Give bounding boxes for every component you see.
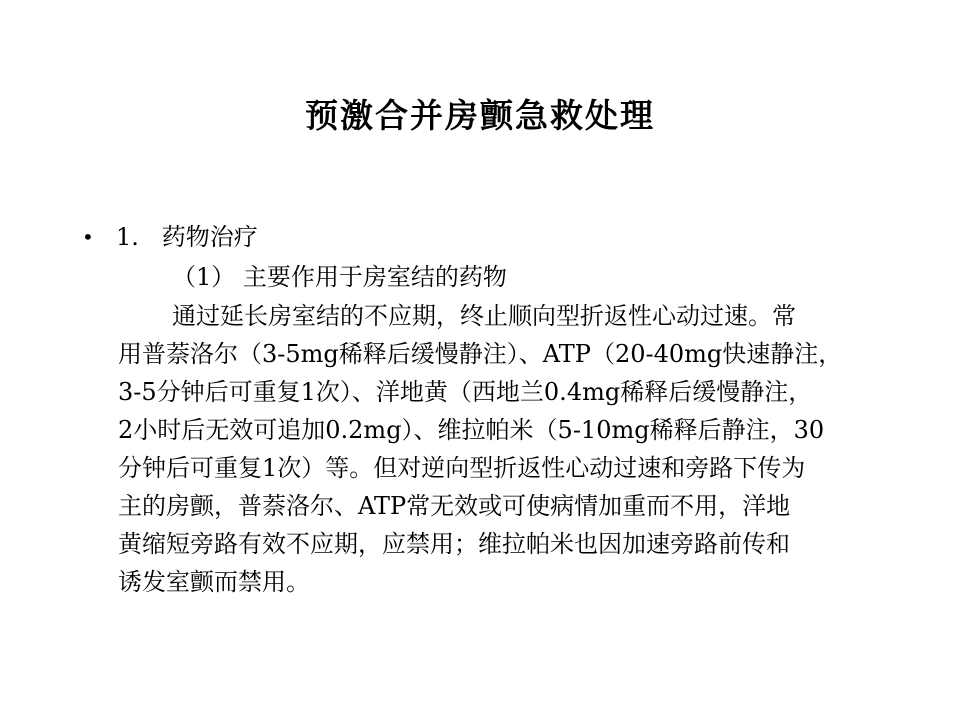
sub-heading-line [82,257,882,297]
paragraph-line: 黄缩短旁路有效不应期，应禁用；维拉帕米也因加速旁路前传和 [118,530,790,558]
paragraph-line: 主的房颤，普萘洛尔、ATP常无效或可使病情加重而不用，洋地 [118,492,791,520]
bullet-icon: • [82,225,94,249]
slide-title: 预激合并房颤急救处理 [305,96,655,135]
item-number: 1. [116,223,139,251]
item-heading: 药物治疗 [161,223,258,251]
slide-body [82,217,882,601]
sub-heading: （1） 主要作用于房室结的药物 [172,263,507,291]
paragraph-line: 通过延长房室结的不应期，终止顺向型折返性心动过速。常 [172,302,796,330]
bullet-item [82,217,882,257]
bullet-item-text [116,217,258,257]
body-paragraph [118,297,874,601]
paragraph-line: 诱发室颤而禁用。 [118,568,310,596]
paragraph-line: 3-5分钟后可重复1次）、洋地黄（西地兰0.4mg稀释后缓慢静注， [118,378,813,406]
paragraph-line: 2小时后无效可追加0.2mg）、维拉帕米（5-10mg稀释后静注，30 [118,416,825,444]
paragraph-line: 分钟后可重复1次）等。但对逆向型折返性心动过速和旁路下传为 [118,454,806,482]
paragraph-line: 用普萘洛尔（3-5mg稀释后缓慢静注）、ATP（20-40mg快速静注， [118,340,843,368]
